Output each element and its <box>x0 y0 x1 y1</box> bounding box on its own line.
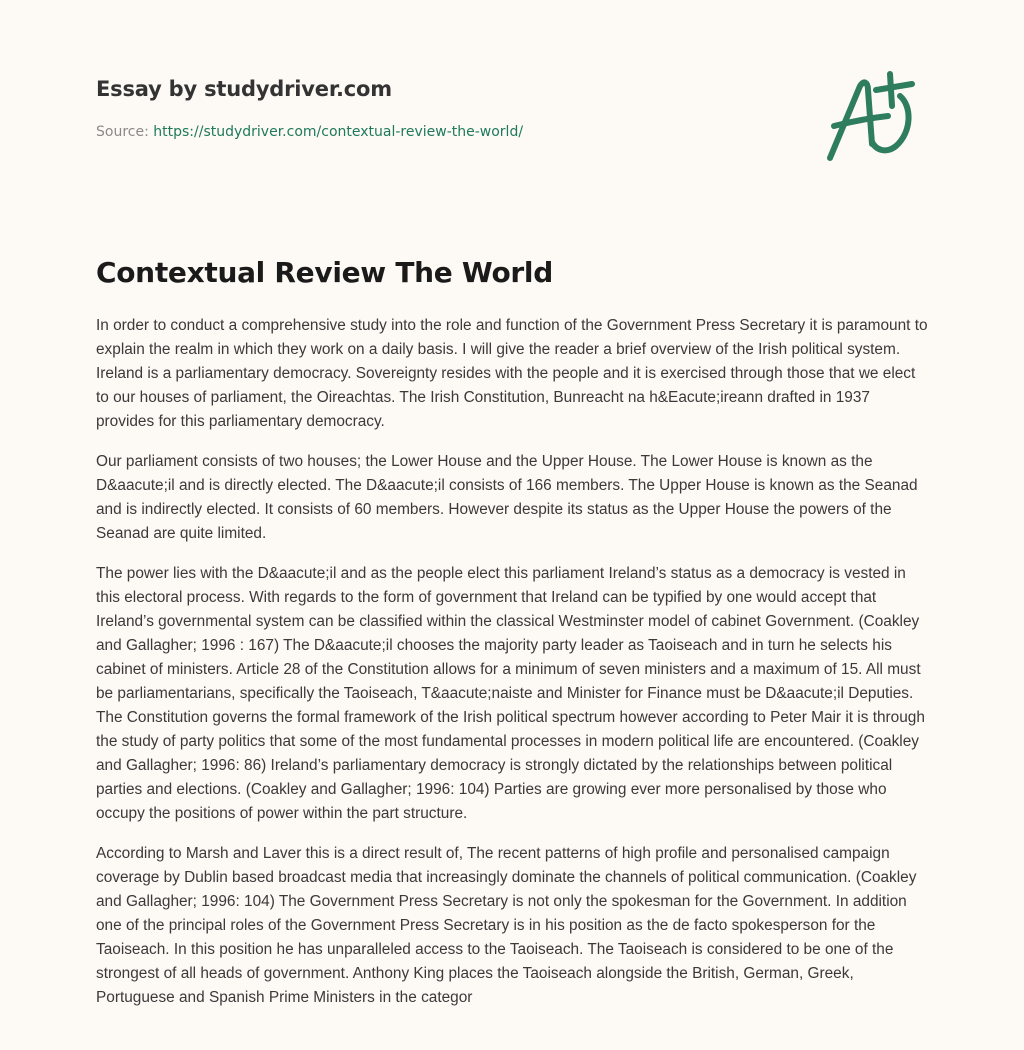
article-body <box>96 314 928 1026</box>
page-title: Contextual Review The World <box>96 256 553 289</box>
article-paragraph: Our parliament consists of two houses; the Lower House and the Upper House. The Lower House is known as the D&aacute;il and is directly elected. The D&aacute;il consists of 166 members. The Upper House is known as the Seanad and is indirectly elected. It consists of 60 members. However despite its status as the Upper House the powers of the Seanad are quite limited. <box>96 453 918 542</box>
source-label: Source: <box>96 124 149 140</box>
article-paragraph: The power lies with the D&aacute;il and as the people elect this parliament Ireland’s status as a democracy is vested in this electoral process. With regards to the form of government that Ireland can be typified by one would accept that Ireland’s governmental system can be classified within the classical Westminster model of cabinet Government. (Coakley and Gallagher; 1996 : 167) The D&aacute;il chooses the majority party leader as Taoiseach and in turn he selects his cabinet of ministers. Article 28 of the Constitution allows for a minimum of seven ministers and a maximum of 15. All must be parliamentarians, specifically the Taoiseach, T&aacute;naiste and Minister for Finance must be D&aacute;il Deputies. The Constitution governs the formal framework of the Irish political spectrum however according to Peter Mair it is through the study of party politics that some of the most fundamental processes in modern political life are encountered. (Coakley and Gallagher; 1996: 86) Ireland’s parliamentary democracy is strongly dictated by the relationships between political parties and elections. (Coakley and Gallagher; 1996: 104) Parties are growing ever more personalised by those who occupy the positions of power within the part structure. <box>96 565 925 822</box>
site-header <box>96 74 796 142</box>
article-paragraph: According to Marsh and Laver this is a direct result of, The recent patterns of high profile and personalised campaign coverage by Dublin based broadcast media that increasingly dominate the channels of political communication. (Coakley and Gallagher; 1996: 104) The Government Press Secretary is not only the spokesman for the Government. In addition one of the principal roles of the Government Press Secretary is in his position as the de facto spokesperson for the Taoiseach. In this position he has unparalleled access to the Taoiseach. The Taoiseach is considered to be one of the strongest of all heads of government. Anthony King places the Taoiseach alongside the British, German, Greek, Portuguese and Spanish Prime Ministers in the categor <box>96 845 917 1006</box>
source-link[interactable]: https://studydriver.com/contextual-review-the-world/ <box>153 124 524 140</box>
article-paragraph: In order to conduct a comprehensive study into the role and function of the Government Press Secretary it is paramount to explain the realm in which they work on a daily basis. I will give the reader a brief overview of the Irish political system. Ireland is a parliamentary democracy. Sovereignty resides with the people and it is exercised through those that we elect to our houses of parliament, the Oireachtas. The Irish Constitution, Bunreacht na h&Eacute;ireann drafted in 1937 provides for this parliamentary democracy. <box>96 317 928 430</box>
site-title: Essay by studydriver.com <box>96 77 392 101</box>
source-line <box>96 122 796 142</box>
a-plus-grade-icon <box>820 66 930 166</box>
